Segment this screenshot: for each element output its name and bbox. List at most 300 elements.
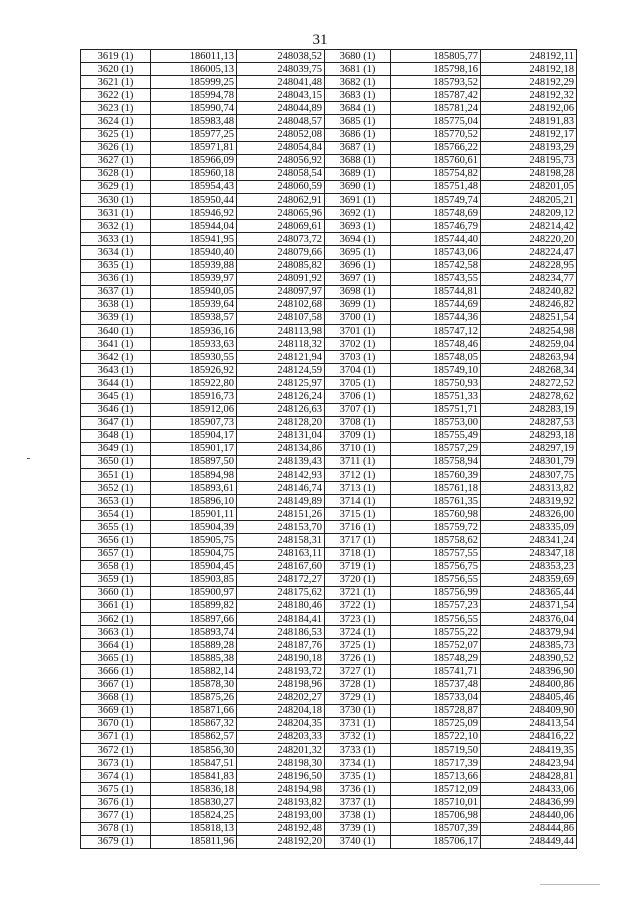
x-coordinate-left: 185904,75 [151,547,237,560]
point-number-right: 3683 (1) [325,89,391,102]
point-number-right: 3739 (1) [325,822,391,835]
point-number-right: 3717 (1) [325,534,391,547]
y-coordinate-right: 248297,19 [481,442,577,455]
point-number-right: 3680 (1) [325,50,391,63]
point-number-left: 3669 (1) [81,704,151,717]
y-coordinate-left: 248190,18 [237,652,325,665]
y-coordinate-left: 248065,96 [237,207,325,220]
y-coordinate-left: 248113,98 [237,324,325,337]
point-number-right: 3703 (1) [325,351,391,364]
x-coordinate-right: 185759,72 [391,521,481,534]
point-number-right: 3732 (1) [325,730,391,743]
y-coordinate-left: 248194,98 [237,783,325,796]
point-number-left: 3659 (1) [81,573,151,586]
x-coordinate-right: 185760,39 [391,469,481,482]
y-coordinate-left: 248193,00 [237,809,325,822]
y-coordinate-right: 248293,18 [481,429,577,442]
point-number-left: 3670 (1) [81,717,151,730]
point-number-left: 3624 (1) [81,115,151,128]
x-coordinate-left: 185836,18 [151,783,237,796]
x-coordinate-right: 185761,35 [391,495,481,508]
x-coordinate-left: 185966,09 [151,154,237,167]
table-row [81,194,577,207]
y-coordinate-right: 248234,77 [481,272,577,285]
y-coordinate-left: 248198,30 [237,757,325,770]
table-row [81,639,577,652]
y-coordinate-left: 248187,76 [237,639,325,652]
y-coordinate-right: 248263,94 [481,351,577,364]
point-number-left: 3632 (1) [81,220,151,233]
point-number-right: 3681 (1) [325,63,391,76]
x-coordinate-left: 185896,10 [151,495,237,508]
point-number-right: 3716 (1) [325,521,391,534]
table-row [81,455,577,468]
x-coordinate-left: 185867,32 [151,717,237,730]
x-coordinate-right: 185733,04 [391,691,481,704]
y-coordinate-left: 248052,08 [237,128,325,141]
table-row [81,311,577,324]
x-coordinate-left: 185999,25 [151,76,237,89]
point-number-right: 3730 (1) [325,704,391,717]
point-number-left: 3663 (1) [81,626,151,639]
table-row [81,665,577,678]
y-coordinate-left: 248180,46 [237,599,325,612]
y-coordinate-left: 248158,31 [237,534,325,547]
x-coordinate-right: 185770,52 [391,128,481,141]
y-coordinate-right: 248319,92 [481,495,577,508]
y-coordinate-right: 248409,90 [481,704,577,717]
x-coordinate-right: 185756,99 [391,586,481,599]
y-coordinate-left: 248139,43 [237,455,325,468]
y-coordinate-left: 248118,32 [237,338,325,351]
table-row [81,717,577,730]
x-coordinate-left: 185946,92 [151,207,237,220]
table-row [81,482,577,495]
table-row [81,233,577,246]
table-row [81,652,577,665]
x-coordinate-left: 185901,17 [151,442,237,455]
point-number-left: 3675 (1) [81,783,151,796]
table-row [81,770,577,783]
point-number-left: 3653 (1) [81,495,151,508]
x-coordinate-left: 185933,63 [151,338,237,351]
y-coordinate-right: 248287,53 [481,416,577,429]
x-coordinate-left: 185941,95 [151,233,237,246]
point-number-left: 3633 (1) [81,233,151,246]
x-coordinate-right: 185805,77 [391,50,481,63]
x-coordinate-right: 185713,66 [391,770,481,783]
y-coordinate-right: 248390,52 [481,652,577,665]
table-row [81,613,577,626]
point-number-right: 3688 (1) [325,154,391,167]
y-coordinate-left: 248079,66 [237,246,325,259]
point-number-left: 3621 (1) [81,76,151,89]
y-coordinate-left: 248126,63 [237,403,325,416]
y-coordinate-left: 248054,84 [237,141,325,154]
point-number-left: 3650 (1) [81,455,151,468]
y-coordinate-left: 248149,89 [237,495,325,508]
table-row [81,298,577,311]
table-row [81,442,577,455]
x-coordinate-left: 185916,73 [151,390,237,403]
point-number-right: 3707 (1) [325,403,391,416]
point-number-left: 3619 (1) [81,50,151,63]
point-number-right: 3718 (1) [325,547,391,560]
y-coordinate-right: 248195,73 [481,154,577,167]
table-row [81,783,577,796]
x-coordinate-left: 185897,50 [151,455,237,468]
point-number-right: 3735 (1) [325,770,391,783]
x-coordinate-right: 185753,00 [391,416,481,429]
x-coordinate-right: 185756,55 [391,573,481,586]
x-coordinate-right: 185755,49 [391,429,481,442]
y-coordinate-right: 248428,81 [481,770,577,783]
x-coordinate-left: 185950,44 [151,194,237,207]
table-row [81,678,577,691]
y-coordinate-right: 248326,00 [481,508,577,521]
y-coordinate-right: 248307,75 [481,469,577,482]
x-coordinate-left: 185841,83 [151,770,237,783]
point-number-left: 3639 (1) [81,311,151,324]
y-coordinate-left: 248048,57 [237,115,325,128]
y-coordinate-left: 248056,92 [237,154,325,167]
x-coordinate-right: 185719,50 [391,743,481,756]
x-coordinate-left: 185894,98 [151,469,237,482]
point-number-left: 3634 (1) [81,246,151,259]
x-coordinate-left: 185824,25 [151,809,237,822]
point-number-left: 3654 (1) [81,508,151,521]
point-number-left: 3640 (1) [81,324,151,337]
table-row [81,521,577,534]
y-coordinate-left: 248062,91 [237,194,325,207]
y-coordinate-right: 248449,44 [481,835,577,848]
y-coordinate-left: 248196,50 [237,770,325,783]
y-coordinate-left: 248043,15 [237,89,325,102]
y-coordinate-left: 248097,97 [237,285,325,298]
point-number-left: 3674 (1) [81,770,151,783]
y-coordinate-right: 248192,29 [481,76,577,89]
y-coordinate-left: 248193,72 [237,665,325,678]
point-number-left: 3629 (1) [81,180,151,193]
x-coordinate-right: 185757,55 [391,547,481,560]
point-number-right: 3729 (1) [325,691,391,704]
table-row [81,259,577,272]
point-number-left: 3655 (1) [81,521,151,534]
point-number-left: 3662 (1) [81,613,151,626]
x-coordinate-right: 185793,52 [391,76,481,89]
table-row [81,324,577,337]
point-number-left: 3677 (1) [81,809,151,822]
point-number-right: 3725 (1) [325,639,391,652]
x-coordinate-left: 185897,66 [151,613,237,626]
table-row [81,167,577,180]
table-row [81,403,577,416]
x-coordinate-right: 185758,62 [391,534,481,547]
x-coordinate-right: 185749,10 [391,364,481,377]
x-coordinate-left: 185875,26 [151,691,237,704]
point-number-right: 3694 (1) [325,233,391,246]
table-row [81,626,577,639]
y-coordinate-left: 248128,20 [237,416,325,429]
y-coordinate-right: 248416,22 [481,730,577,743]
point-number-left: 3649 (1) [81,442,151,455]
x-coordinate-right: 185750,93 [391,377,481,390]
point-number-left: 3631 (1) [81,207,151,220]
point-number-right: 3698 (1) [325,285,391,298]
x-coordinate-left: 186011,13 [151,50,237,63]
point-number-right: 3682 (1) [325,76,391,89]
table-row [81,691,577,704]
y-coordinate-left: 248107,58 [237,311,325,324]
x-coordinate-right: 185743,06 [391,246,481,259]
x-coordinate-right: 185748,46 [391,338,481,351]
table-row [81,89,577,102]
point-number-left: 3630 (1) [81,194,151,207]
x-coordinate-right: 185775,04 [391,115,481,128]
x-coordinate-right: 185746,79 [391,220,481,233]
point-number-right: 3719 (1) [325,560,391,573]
y-coordinate-right: 248405,46 [481,691,577,704]
y-coordinate-left: 248038,52 [237,50,325,63]
point-number-left: 3676 (1) [81,796,151,809]
table-row [81,469,577,482]
y-coordinate-right: 248301,79 [481,455,577,468]
point-number-right: 3690 (1) [325,180,391,193]
y-coordinate-right: 248440,06 [481,809,577,822]
x-coordinate-right: 185748,05 [391,351,481,364]
x-coordinate-right: 185728,87 [391,704,481,717]
point-number-left: 3664 (1) [81,639,151,652]
point-number-left: 3622 (1) [81,89,151,102]
y-coordinate-right: 248400,86 [481,678,577,691]
point-number-right: 3695 (1) [325,246,391,259]
x-coordinate-left: 185830,27 [151,796,237,809]
y-coordinate-left: 248146,74 [237,482,325,495]
y-coordinate-left: 248142,93 [237,469,325,482]
x-coordinate-right: 185707,39 [391,822,481,835]
point-number-right: 3709 (1) [325,429,391,442]
table-row [81,508,577,521]
x-coordinate-left: 185900,97 [151,586,237,599]
point-number-left: 3627 (1) [81,154,151,167]
x-coordinate-right: 185760,61 [391,154,481,167]
x-coordinate-left: 185944,04 [151,220,237,233]
y-coordinate-left: 248193,82 [237,796,325,809]
x-coordinate-right: 185754,82 [391,167,481,180]
x-coordinate-right: 185747,12 [391,324,481,337]
x-coordinate-left: 185818,13 [151,822,237,835]
y-coordinate-right: 248379,94 [481,626,577,639]
x-coordinate-left: 185878,30 [151,678,237,691]
x-coordinate-right: 185766,22 [391,141,481,154]
y-coordinate-right: 248209,12 [481,207,577,220]
x-coordinate-left: 185893,61 [151,482,237,495]
x-coordinate-left: 185977,25 [151,128,237,141]
table-row [81,547,577,560]
y-coordinate-right: 248347,18 [481,547,577,560]
x-coordinate-right: 185722,10 [391,730,481,743]
y-coordinate-right: 248201,05 [481,180,577,193]
table-row [81,495,577,508]
x-coordinate-right: 185787,42 [391,89,481,102]
x-coordinate-left: 185901,11 [151,508,237,521]
y-coordinate-right: 248444,86 [481,822,577,835]
y-coordinate-right: 248214,42 [481,220,577,233]
x-coordinate-right: 185717,39 [391,757,481,770]
point-number-left: 3661 (1) [81,599,151,612]
x-coordinate-right: 185755,22 [391,626,481,639]
x-coordinate-left: 185856,30 [151,743,237,756]
y-coordinate-left: 248041,48 [237,76,325,89]
x-coordinate-right: 185757,23 [391,599,481,612]
table-row [81,429,577,442]
table-row [81,50,577,63]
y-coordinate-right: 248191,83 [481,115,577,128]
y-coordinate-right: 248433,06 [481,783,577,796]
x-coordinate-right: 185756,75 [391,560,481,573]
x-coordinate-right: 185744,69 [391,298,481,311]
point-number-left: 3658 (1) [81,560,151,573]
y-coordinate-left: 248201,32 [237,743,325,756]
table-row [81,377,577,390]
table-row [81,220,577,233]
point-number-left: 3637 (1) [81,285,151,298]
x-coordinate-right: 185743,55 [391,272,481,285]
point-number-right: 3702 (1) [325,338,391,351]
x-coordinate-left: 185904,17 [151,429,237,442]
table-row [81,338,577,351]
point-number-left: 3620 (1) [81,63,151,76]
point-number-right: 3699 (1) [325,298,391,311]
y-coordinate-left: 248039,75 [237,63,325,76]
y-coordinate-right: 248396,90 [481,665,577,678]
point-number-right: 3711 (1) [325,455,391,468]
point-number-left: 3668 (1) [81,691,151,704]
point-number-right: 3685 (1) [325,115,391,128]
y-coordinate-right: 248436,99 [481,796,577,809]
y-coordinate-left: 248204,35 [237,717,325,730]
x-coordinate-right: 185744,81 [391,285,481,298]
point-number-right: 3723 (1) [325,613,391,626]
x-coordinate-right: 185757,29 [391,442,481,455]
table-row [81,180,577,193]
table-row [81,743,577,756]
point-number-left: 3644 (1) [81,377,151,390]
point-number-right: 3734 (1) [325,757,391,770]
point-number-right: 3738 (1) [325,809,391,822]
y-coordinate-left: 248167,60 [237,560,325,573]
y-coordinate-right: 248192,11 [481,50,577,63]
y-coordinate-right: 248419,35 [481,743,577,756]
point-number-right: 3691 (1) [325,194,391,207]
y-coordinate-left: 248058,54 [237,167,325,180]
point-number-right: 3708 (1) [325,416,391,429]
point-number-right: 3713 (1) [325,482,391,495]
x-coordinate-left: 185889,28 [151,639,237,652]
x-coordinate-right: 185744,40 [391,233,481,246]
x-coordinate-left: 185922,80 [151,377,237,390]
y-coordinate-left: 248198,96 [237,678,325,691]
point-number-right: 3728 (1) [325,678,391,691]
table-row [81,599,577,612]
point-number-right: 3693 (1) [325,220,391,233]
x-coordinate-left: 185940,40 [151,246,237,259]
y-coordinate-left: 248121,94 [237,351,325,364]
y-coordinate-right: 248335,09 [481,521,577,534]
x-coordinate-left: 185912,06 [151,403,237,416]
x-coordinate-left: 185862,57 [151,730,237,743]
margin-mark [27,458,30,459]
point-number-right: 3706 (1) [325,390,391,403]
x-coordinate-right: 185798,16 [391,63,481,76]
x-coordinate-right: 185706,17 [391,835,481,848]
table-row [81,730,577,743]
y-coordinate-left: 248060,59 [237,180,325,193]
table-row [81,416,577,429]
y-coordinate-left: 248203,33 [237,730,325,743]
y-coordinate-left: 248186,53 [237,626,325,639]
y-coordinate-right: 248365,44 [481,586,577,599]
x-coordinate-right: 185751,48 [391,180,481,193]
table-row [81,809,577,822]
x-coordinate-right: 185751,71 [391,403,481,416]
y-coordinate-left: 248131,04 [237,429,325,442]
y-coordinate-right: 248413,54 [481,717,577,730]
point-number-left: 3646 (1) [81,403,151,416]
x-coordinate-left: 185811,96 [151,835,237,848]
point-number-left: 3638 (1) [81,298,151,311]
point-number-left: 3652 (1) [81,482,151,495]
point-number-right: 3740 (1) [325,835,391,848]
x-coordinate-right: 185752,07 [391,639,481,652]
point-number-right: 3692 (1) [325,207,391,220]
y-coordinate-left: 248163,11 [237,547,325,560]
y-coordinate-left: 248044,89 [237,102,325,115]
x-coordinate-right: 185751,33 [391,390,481,403]
point-number-left: 3647 (1) [81,416,151,429]
x-coordinate-left: 185899,82 [151,599,237,612]
point-number-right: 3689 (1) [325,167,391,180]
table-row [81,586,577,599]
table-row [81,757,577,770]
table-row [81,390,577,403]
x-coordinate-right: 185756,55 [391,613,481,626]
point-number-right: 3727 (1) [325,665,391,678]
y-coordinate-left: 248126,24 [237,390,325,403]
x-coordinate-left: 185938,57 [151,311,237,324]
x-coordinate-left: 185936,16 [151,324,237,337]
y-coordinate-left: 248124,59 [237,364,325,377]
point-number-left: 3645 (1) [81,390,151,403]
point-number-right: 3686 (1) [325,128,391,141]
y-coordinate-right: 248268,34 [481,364,577,377]
y-coordinate-right: 248254,98 [481,324,577,337]
y-coordinate-right: 248423,94 [481,757,577,770]
point-number-left: 3671 (1) [81,730,151,743]
y-coordinate-right: 248353,23 [481,560,577,573]
x-coordinate-right: 185725,09 [391,717,481,730]
y-coordinate-left: 248125,97 [237,377,325,390]
point-number-left: 3666 (1) [81,665,151,678]
y-coordinate-right: 248240,82 [481,285,577,298]
table-row [81,115,577,128]
x-coordinate-left: 185882,14 [151,665,237,678]
y-coordinate-right: 248283,19 [481,403,577,416]
x-coordinate-right: 185706,98 [391,809,481,822]
x-coordinate-right: 185712,09 [391,783,481,796]
y-coordinate-right: 248192,18 [481,63,577,76]
point-number-right: 3700 (1) [325,311,391,324]
